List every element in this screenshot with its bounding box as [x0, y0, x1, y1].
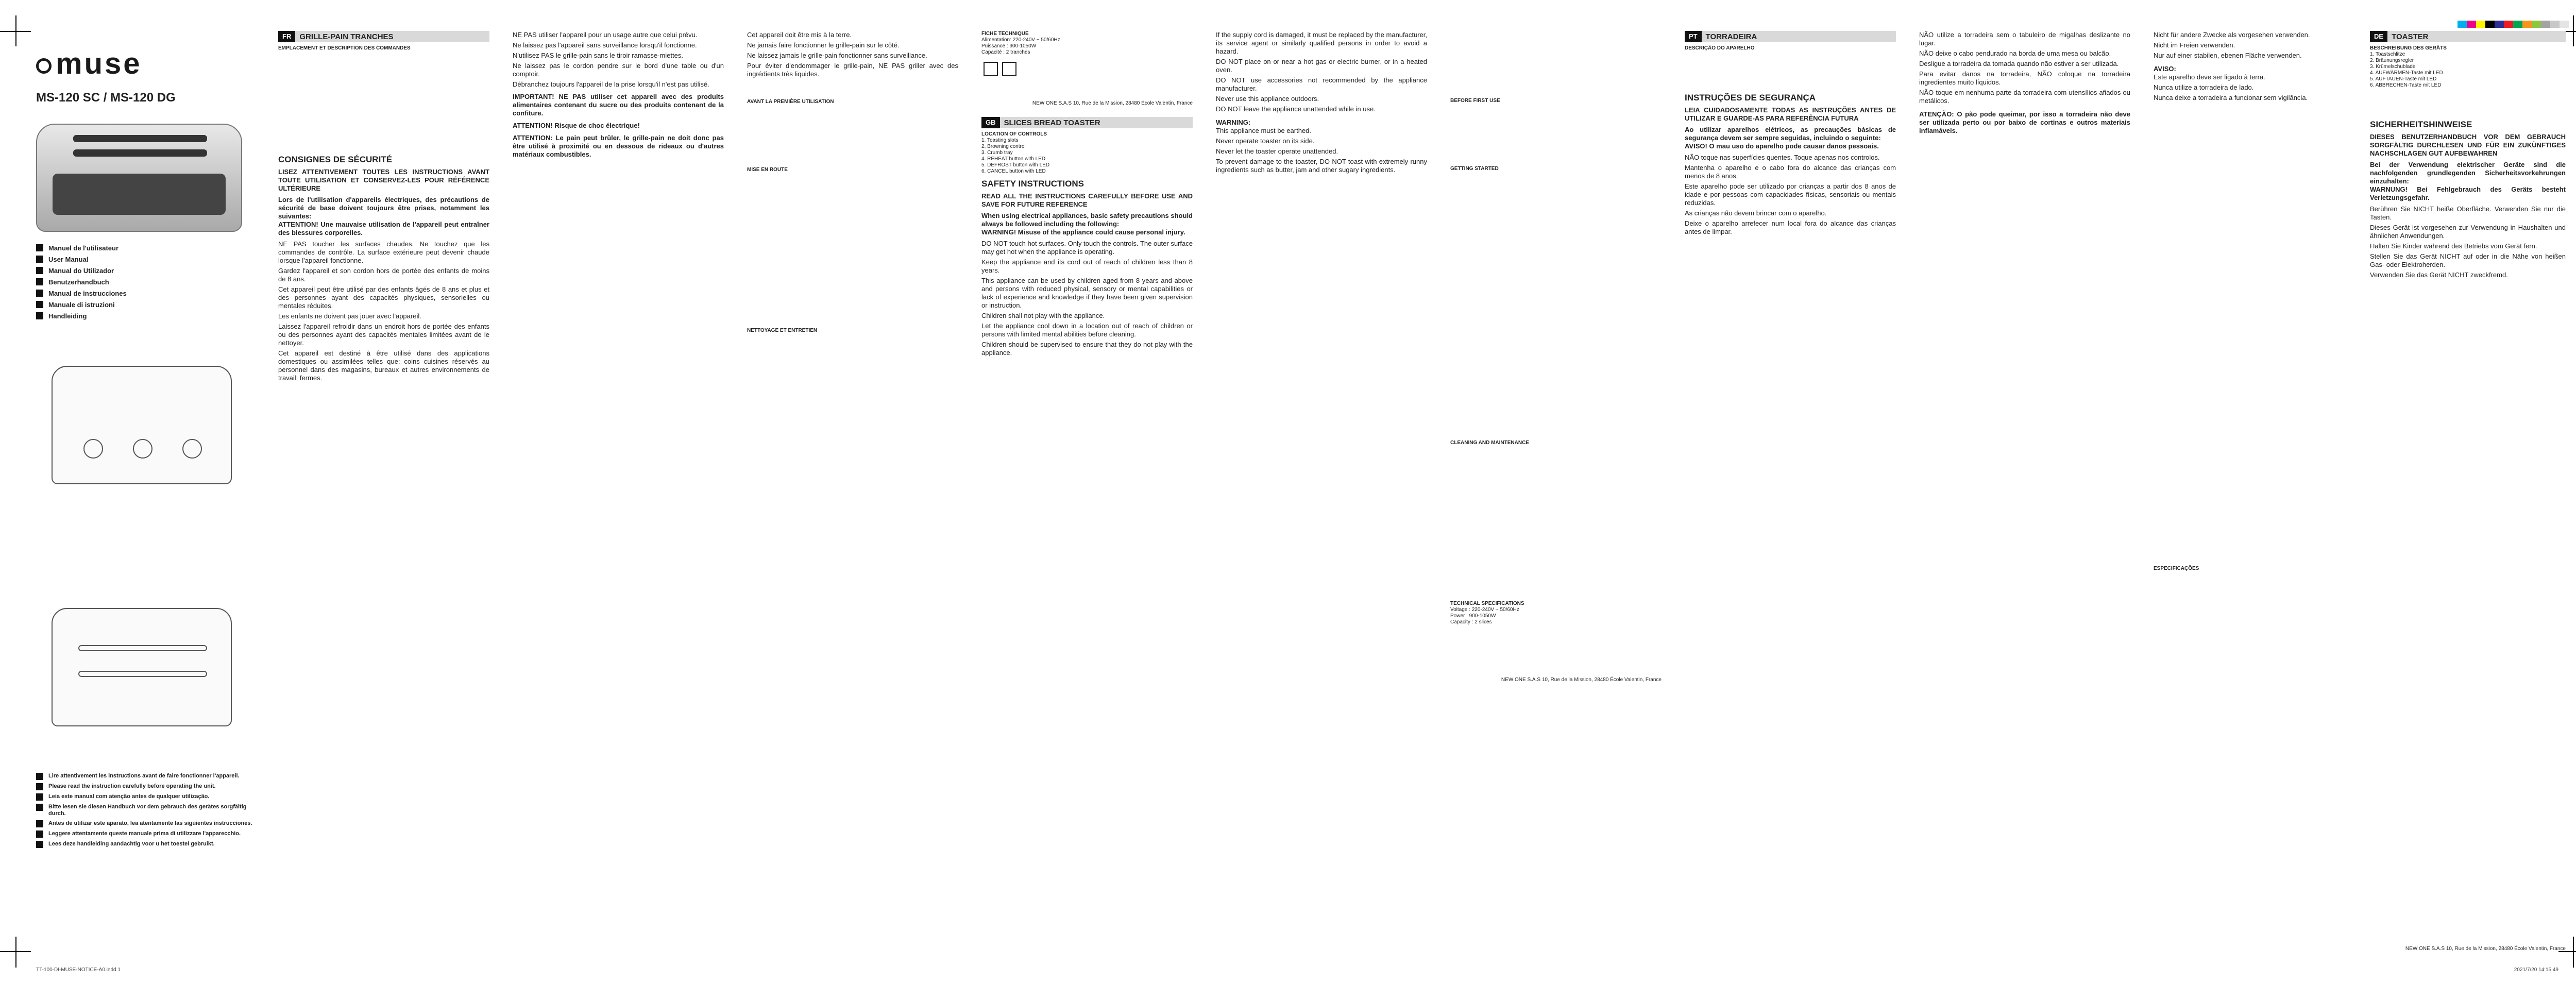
section-header: [2370, 31, 2566, 42]
control-item: 5. DEFROST button with LED: [981, 162, 1050, 168]
manual-label: User Manual: [48, 255, 89, 263]
bullet-item: Nunca deixe a torradeira a funcionar sem vigilância.: [2154, 94, 2308, 101]
bullet-item: Mantenha o aparelho e o cabo fora do alcance das crianças com menos de 8 anos.: [1685, 164, 1896, 180]
list-item: [36, 831, 252, 838]
list-item: [36, 253, 127, 265]
subheading: MISE EN ROUTE: [747, 167, 788, 173]
bullet-item: NÃO toque nas superfícies quentes. Toque apenas nos controlos.: [1685, 154, 1880, 161]
bullet-item: Verwenden Sie das Gerät NICHT zweckfremd.: [2370, 271, 2508, 279]
gb-panel-2: [1211, 0, 1432, 983]
bullet-list: [747, 31, 958, 78]
fr-panel-3: [742, 0, 963, 983]
paragraph: Ao utilizar aparelhos elétricos, as precauções básicas de segurança devem ser sempre seguidas, incluindo o seguinte:: [1685, 126, 1896, 142]
bullet-item: To prevent damage to the toaster, DO NOT toast with extremely runny ingredients such as butter, jam and other sugary ingredients.: [1216, 158, 1427, 174]
section-title: TORRADEIRA: [1705, 32, 1757, 41]
bullet-list: [2154, 31, 2349, 60]
flag-icon: [36, 831, 43, 838]
pt-de-panel: [2148, 0, 2354, 983]
bullet-item: NÃO toque em nenhuma parte da torradeira com utensílios afiados ou metálicos.: [1919, 89, 2130, 105]
control-item: 1. Toastschlitze: [2370, 52, 2405, 57]
toaster-front-diagram: [52, 366, 232, 484]
subheading: CLEANING AND MAINTENANCE: [1450, 440, 1529, 446]
attention-note: ATTENTION: Le pain peut brûler, le grille-pain ne doit donc pas être utilisé à proximité ou en dessous de rideaux ou d'autres matériaux combustibles.: [513, 134, 724, 158]
list-item: [36, 276, 127, 287]
bullet-list: [513, 31, 724, 89]
controls-heading: DESCRIÇÃO DO APARELHO: [1685, 45, 1755, 51]
bullet-item: Halten Sie Kinder während des Betriebs vom Gerät fern.: [2370, 242, 2537, 250]
recycle-icons: [981, 61, 1193, 80]
list-item: [36, 310, 127, 321]
bullet-item: Cet appareil est destiné à être utilisé dans des applications domestiques ou assimilées telles que: coins cuisines réservés au personnel dans des magasins, bureaux et autres environnements de travail; fermes.: [278, 349, 489, 382]
warning-text: Bitte lesen sie diesen Handbuch vor dem gebrauch des gerätes sorgfältig durch.: [48, 804, 247, 817]
lang-code: FR: [278, 31, 295, 42]
bullet-item: Children shall not play with the appliance.: [981, 312, 1105, 319]
dial-icon: [83, 439, 103, 459]
bullet-item: NE PAS toucher les surfaces chaudes. Ne touchez que les commandes de contrôle. La surface extérieure peut devenir chaude lorsque l'appareil fonctionne.: [278, 240, 489, 264]
paragraph: AVISO! O mau uso do aparelho pode causar danos pessoais.: [1685, 142, 1879, 150]
list-item: [36, 242, 127, 253]
warning-text: Leggere attentamente queste manuale prima di utilizzare l'apparecchio.: [48, 831, 241, 837]
bullet-list: [2154, 73, 2349, 102]
lang-code: DE: [2370, 31, 2387, 42]
manual-label: Manuel de l'utilisateur: [48, 244, 119, 252]
control-item: 2. Browning control: [981, 144, 1026, 149]
toaster-face: [53, 174, 226, 215]
bullet-item: Never operate toaster on its side.: [1216, 137, 1315, 145]
list-item: [36, 773, 252, 780]
bullet-item: Ne jamais faire fonctionner le grille-pain sur le côté.: [747, 41, 900, 49]
model-number: MS-120 SC / MS-120 DG: [36, 91, 176, 105]
safety-lead: LEIA CUIDADOSAMENTE TODAS AS INSTRUÇÕES ANTES DE UTILIZAR E GUARDE-AS PARA REFERÊNCIA FUTURA: [1685, 106, 1896, 122]
flag-icon: [36, 301, 43, 308]
safety-title: SICHERHEITSHINWEISE: [2370, 120, 2472, 129]
control-item: 6. CANCEL button with LED: [981, 168, 1046, 174]
pt-panel: [1680, 0, 1901, 983]
recycle-icon: [984, 62, 998, 76]
print-timestamp: 2021/7/20 14:15:49: [2514, 967, 2558, 973]
crop-mark: [2573, 937, 2574, 968]
bullet-item: DO NOT touch hot surfaces. Only touch the controls. The outer surface may get hot when the appliance is operating.: [981, 240, 1193, 256]
section-title: TOASTER: [2392, 32, 2429, 41]
bullet-list: [1216, 127, 1427, 174]
manual-label: Manuale di istruzioni: [48, 300, 115, 309]
dial-icon: [182, 439, 202, 459]
bullet-item: Ne laissez pas le cordon pendre sur le bord d'une table ou d'un comptoir.: [513, 62, 724, 78]
section-title: SLICES BREAD TOASTER: [1004, 118, 1100, 127]
flag-icon: [36, 841, 43, 848]
toaster-photo: [36, 124, 242, 232]
safety-title: INSTRUÇÕES DE SEGURANÇA: [1685, 93, 1816, 103]
paragraph: When using electrical appliances, basic safety precautions should always be followed including the following:: [981, 212, 1193, 228]
bullet-item: DO NOT leave the appliance unattended while in use.: [1216, 105, 1376, 113]
bullet-item: Para evitar danos na torradeira, NÃO coloque na torradeira ingredientes muito líquidos.: [1919, 70, 2130, 86]
control-item: 1. Toasting slots: [981, 138, 1019, 143]
dial-icon: [133, 439, 152, 459]
flag-icon: [36, 290, 43, 297]
manual-label: Benutzerhandbuch: [48, 278, 109, 286]
cover-panel: [0, 0, 268, 983]
subheading: GETTING STARTED: [1450, 166, 1499, 172]
spec-row: Power : 900-1050W: [1450, 613, 1496, 619]
bullet-item: NE PAS utiliser l'appareil pour un usage autre que celui prévu.: [513, 31, 698, 39]
spec-row: Voltage : 220-240V ~ 50/60Hz: [1450, 607, 1519, 613]
section-header: [981, 117, 1193, 128]
bullet-item: Gardez l'appareil et son cordon hors de portée des enfants de moins de 8 ans.: [278, 267, 489, 283]
attention-note: ATENÇÃO: O pão pode queimar, por isso a torradeira não deve ser utilizada perto ou por baixo de cortinas e outros materiais inflamáveis.: [1919, 110, 2130, 134]
specs-title: ESPECIFICAÇÕES: [2154, 566, 2199, 571]
bullet-item: Este aparelho deve ser ligado à terra.: [2154, 73, 2265, 81]
control-item: 3. Crumb tray: [981, 150, 1013, 156]
bullet-item: This appliance must be earthed.: [1216, 127, 1311, 134]
spec-row: Alimentation: 220-240V ~ 50/60Hz: [981, 37, 1060, 43]
fr-panel-2: [507, 0, 729, 983]
de-panel: [2365, 0, 2571, 983]
bullet-item: Desligue a torradeira da tomada quando não estiver a ser utilizada.: [1919, 60, 2119, 67]
section-header: [1685, 31, 1896, 42]
controls-heading: LOCATION OF CONTROLS: [981, 131, 1047, 137]
gb-panel-3: [1445, 0, 1667, 983]
bullet-item: DO NOT place on or near a hot gas or electric burner, or in a heated oven.: [1216, 58, 1427, 74]
list-item: [36, 265, 127, 276]
toaster-slot: [73, 135, 207, 142]
flag-icon: [36, 244, 43, 251]
warning-text: Please read the instruction carefully before operating the unit.: [48, 783, 216, 789]
address: NEW ONE S.A.S 10, Rue de la Mission, 28480 École Valentin, France: [2405, 946, 2566, 952]
manual-label: Manual do Utilizador: [48, 266, 114, 275]
bullet-item: Dieses Gerät ist vorgesehen zur Verwendung in Haushalten und ähnlichen Anwendungen.: [2370, 224, 2566, 240]
list-item: [36, 299, 127, 310]
bullet-item: Cet appareil peut être utilisé par des enfants âgés de 8 ans et plus et des personnes ayant des capacités physiques, sensorielles ou mentales réduites.: [278, 285, 489, 310]
brand-logo: [36, 46, 142, 81]
bullet-item: Pour éviter d'endommager le grille-pain, NE PAS griller avec des ingrédients très liquides.: [747, 62, 958, 78]
lang-code: PT: [1685, 31, 1702, 42]
control-item: 5. AUFTAUEN-Taste mit LED: [2370, 76, 2437, 82]
safety-lead: DIESES BENUTZERHANDBUCH VOR DEM GEBRAUCH SORGFÄLTIG DURCHLESEN UND FÜR EIN ZUKÜNFTIGES NACHSCHLAGEN GUT AUFBEWAHREN: [2370, 133, 2566, 157]
bullet-list: [1216, 31, 1427, 113]
section-title: GRILLE-PAIN TRANCHES: [299, 32, 394, 41]
control-item: 2. Bräunungsregler: [2370, 58, 2414, 63]
warning-title: AVISO:: [2154, 65, 2176, 73]
bullet-item: Cet appareil doit être mis à la terre.: [747, 31, 852, 39]
bullet-item: Nunca utilize a torradeira de lado.: [2154, 83, 2254, 91]
bullet-list: [1919, 31, 2130, 105]
lang-code: GB: [981, 117, 1000, 128]
bullet-item: Never let the toaster operate unattended.: [1216, 147, 1338, 155]
address: NEW ONE S.A.S 10, Rue de la Mission, 28480 École Valentin, France: [1501, 677, 1662, 683]
toaster-slot: [78, 645, 207, 651]
read-instructions-list: [36, 773, 252, 851]
paragraph: WARNING! Misuse of the appliance could cause personal injury.: [981, 228, 1185, 236]
safety-title: CONSIGNES DE SÉCURITÉ: [278, 155, 393, 164]
manual-language-list: [36, 242, 127, 321]
paragraph: Lors de l'utilisation d'appareils électriques, des précautions de sécurité de base doivent toujours être prises, notamment les suivantes:: [278, 196, 489, 220]
bullet-list: [278, 240, 489, 382]
controls-heading: BESCHREIBUNG DES GERÄTS: [2370, 45, 2447, 51]
bullet-item: N'utilisez PAS le grille-pain sans le tiroir ramasse-miettes.: [513, 52, 683, 59]
list-item: [36, 804, 252, 817]
specs-title: TECHNICAL SPECIFICATIONS: [1450, 601, 1524, 606]
warning-text: Leia este manual com atenção antes de qualquer utilização.: [48, 793, 210, 800]
bullet-item: If the supply cord is damaged, it must be replaced by the manufacturer, its service agent or similarly qualified persons in order to avoid a hazard.: [1216, 31, 1427, 55]
paragraph: Bei der Verwendung elektrischer Geräte sind die nachfolgenden grundlegenden Sicherheitsvorkehrungen einzuhalten:: [2370, 161, 2566, 185]
subheading: BEFORE FIRST USE: [1450, 98, 1500, 104]
bullet-item: Laissez l'appareil refroidir dans un endroit hors de portée des enfants ou des personnes ayant des capacités mentales limitées avant de le nettoyer.: [278, 323, 489, 347]
flag-icon: [36, 267, 43, 274]
manual-label: Manual de instrucciones: [48, 289, 127, 297]
flag-icon: [36, 793, 43, 801]
subheading: AVANT LA PREMIÈRE UTILISATION: [747, 99, 834, 105]
bullet-item: DO NOT use accessories not recommended by the appliance manufacturer.: [1216, 76, 1427, 92]
bullet-item: Never use this appliance outdoors.: [1216, 95, 1319, 103]
warning-text: Lire attentivement les instructions avant de faire fonctionner l'appareil.: [48, 773, 240, 779]
flag-icon: [36, 312, 43, 319]
control-item: 3. Krümelschublade: [2370, 64, 2416, 70]
pt-panel-2: [1914, 0, 2136, 983]
toaster-top-diagram: [52, 608, 232, 726]
fr-specs-panel: [976, 0, 1198, 983]
bin-icon: [1002, 62, 1016, 76]
bullet-item: Nur auf einer stabilen, ebenen Fläche verwenden.: [2154, 52, 2302, 59]
list-item: [36, 841, 252, 848]
brand-text: muse: [56, 47, 142, 80]
bullet-item: Berühren Sie NICHT heiße Oberfläche. Verwenden Sie nur die Tasten.: [2370, 205, 2566, 221]
flag-icon: [36, 783, 43, 790]
warning-text: Antes de utilizar este aparato, lea atentamente las siguientes instrucciones.: [48, 820, 252, 826]
list-item: [36, 793, 252, 801]
flag-icon: [36, 773, 43, 780]
address: NEW ONE S.A.S 10, Rue de la Mission, 28480 École Valentin, France: [1032, 100, 1193, 106]
flag-icon: [36, 804, 43, 811]
control-item: 4. REHEAT button with LED: [981, 156, 1046, 162]
bullet-item: Children should be supervised to ensure that they do not play with the appliance.: [981, 341, 1193, 357]
danger-note: ATTENTION! Risque de choc électrique!: [513, 122, 640, 129]
spec-row: Puissance : 900-1050W: [981, 43, 1037, 49]
list-item: [36, 287, 127, 299]
control-item: 6. ABBRECHEN-Taste mit LED: [2370, 82, 2442, 88]
flag-icon: [36, 820, 43, 827]
controls-heading: EMPLACEMENT ET DESCRIPTION DES COMMANDES: [278, 45, 411, 51]
bullet-list: [2370, 205, 2566, 279]
bullet-item: Deixe o aparelho arrefecer num local fora do alcance das crianças antes de limpar.: [1685, 219, 1896, 235]
bullet-item: Nicht für andere Zwecke als vorgesehen verwenden.: [2154, 31, 2310, 39]
spec-row: Capacity : 2 slices: [1450, 619, 1492, 625]
bullet-item: NÃO deixe o cabo pendurado na borda de uma mesa ou balcão.: [1919, 49, 2111, 57]
toaster-slot: [78, 671, 207, 677]
safety-lead: LISEZ ATTENTIVEMENT TOUTES LES INSTRUCTIONS AVANT TOUTE UTILISATION ET CONSERVEZ-LES POUR RÉFÉRENCE ULTÉRIEURE: [278, 168, 489, 192]
bullet-item: As crianças não devem brincar com o aparelho.: [1685, 209, 1827, 217]
bullet-list: [1685, 154, 1896, 236]
bullet-item: Este aparelho pode ser utilizado por crianças a partir dos 8 anos de idade e por pessoas com capacidades físicas, sensoriais ou mentais reduzidas.: [1685, 182, 1896, 207]
warning-text: Lees deze handleiding aandachtig voor u het toestel gebruikt.: [48, 841, 215, 847]
spec-row: Capacité : 2 tranches: [981, 49, 1030, 55]
warning-title: WARNING:: [1216, 118, 1251, 126]
bullet-item: Let the appliance cool down in a location out of reach of children or persons with limited mental abilities before cleaning.: [981, 322, 1193, 338]
bullet-item: This appliance can be used by children aged from 8 years and above and persons with reduced physical, sensory or mental capabilities or lack of experience and knowledge if they have been given supervision or instruction.: [981, 277, 1193, 309]
bullet-item: Stellen Sie das Gerät NICHT auf oder in die Nähe von heißen Gas- oder Elektroherden.: [2370, 252, 2566, 268]
toaster-slot: [73, 149, 207, 157]
list-item: [36, 783, 252, 790]
manual-label: Handleiding: [48, 312, 87, 320]
section-header: [278, 31, 489, 42]
print-file-name: TT-100-DI-MUSE-NOTICE-A0.indd 1: [36, 967, 121, 973]
paragraph: ATTENTION! Une mauvaise utilisation de l'appareil peut entraîner des blessures corporelles.: [278, 221, 489, 236]
subheading: NETTOYAGE ET ENTRETIEN: [747, 328, 818, 333]
safety-title: SAFETY INSTRUCTIONS: [981, 179, 1084, 189]
flag-icon: [36, 278, 43, 285]
bullet-list: [981, 240, 1193, 357]
list-item: [36, 820, 252, 827]
bullet-item: Ne laissez pas l'appareil sans surveillance lorsqu'il fonctionne.: [513, 41, 697, 49]
flag-icon: [36, 256, 43, 263]
control-item: 4. AUFWÄRMEN-Taste mit LED: [2370, 70, 2443, 76]
bullet-item: Nicht im Freien verwenden.: [2154, 41, 2235, 49]
safety-lead: READ ALL THE INSTRUCTIONS CAREFULLY BEFORE USE AND SAVE FOR FUTURE REFERENCE: [981, 192, 1193, 208]
bullet-item: Les enfants ne doivent pas jouer avec l'appareil.: [278, 312, 421, 320]
specs-title: FICHE TECHNIQUE: [981, 31, 1029, 37]
bullet-item: Keep the appliance and its cord out of reach of children less than 8 years.: [981, 258, 1193, 274]
bullet-item: NÃO utilize a torradeira sem o tabuleiro de migalhas deslizante no lugar.: [1919, 31, 2130, 47]
paragraph: WARNUNG! Bei Fehlgebrauch des Geräts besteht Verletzungsgefahr.: [2370, 185, 2566, 201]
important-note: IMPORTANT! NE PAS utiliser cet appareil avec des produits alimentaires contenant du sucre ou des produits contenant de la confiture.: [513, 93, 724, 117]
fr-panel: [273, 0, 495, 983]
bullet-item: Ne laissez jamais le grille-pain fonctionner sans surveillance.: [747, 52, 927, 59]
bullet-item: Débranchez toujours l'appareil de la prise lorsqu'il n'est pas utilisé.: [513, 80, 709, 88]
logo-circle-icon: [36, 58, 52, 74]
